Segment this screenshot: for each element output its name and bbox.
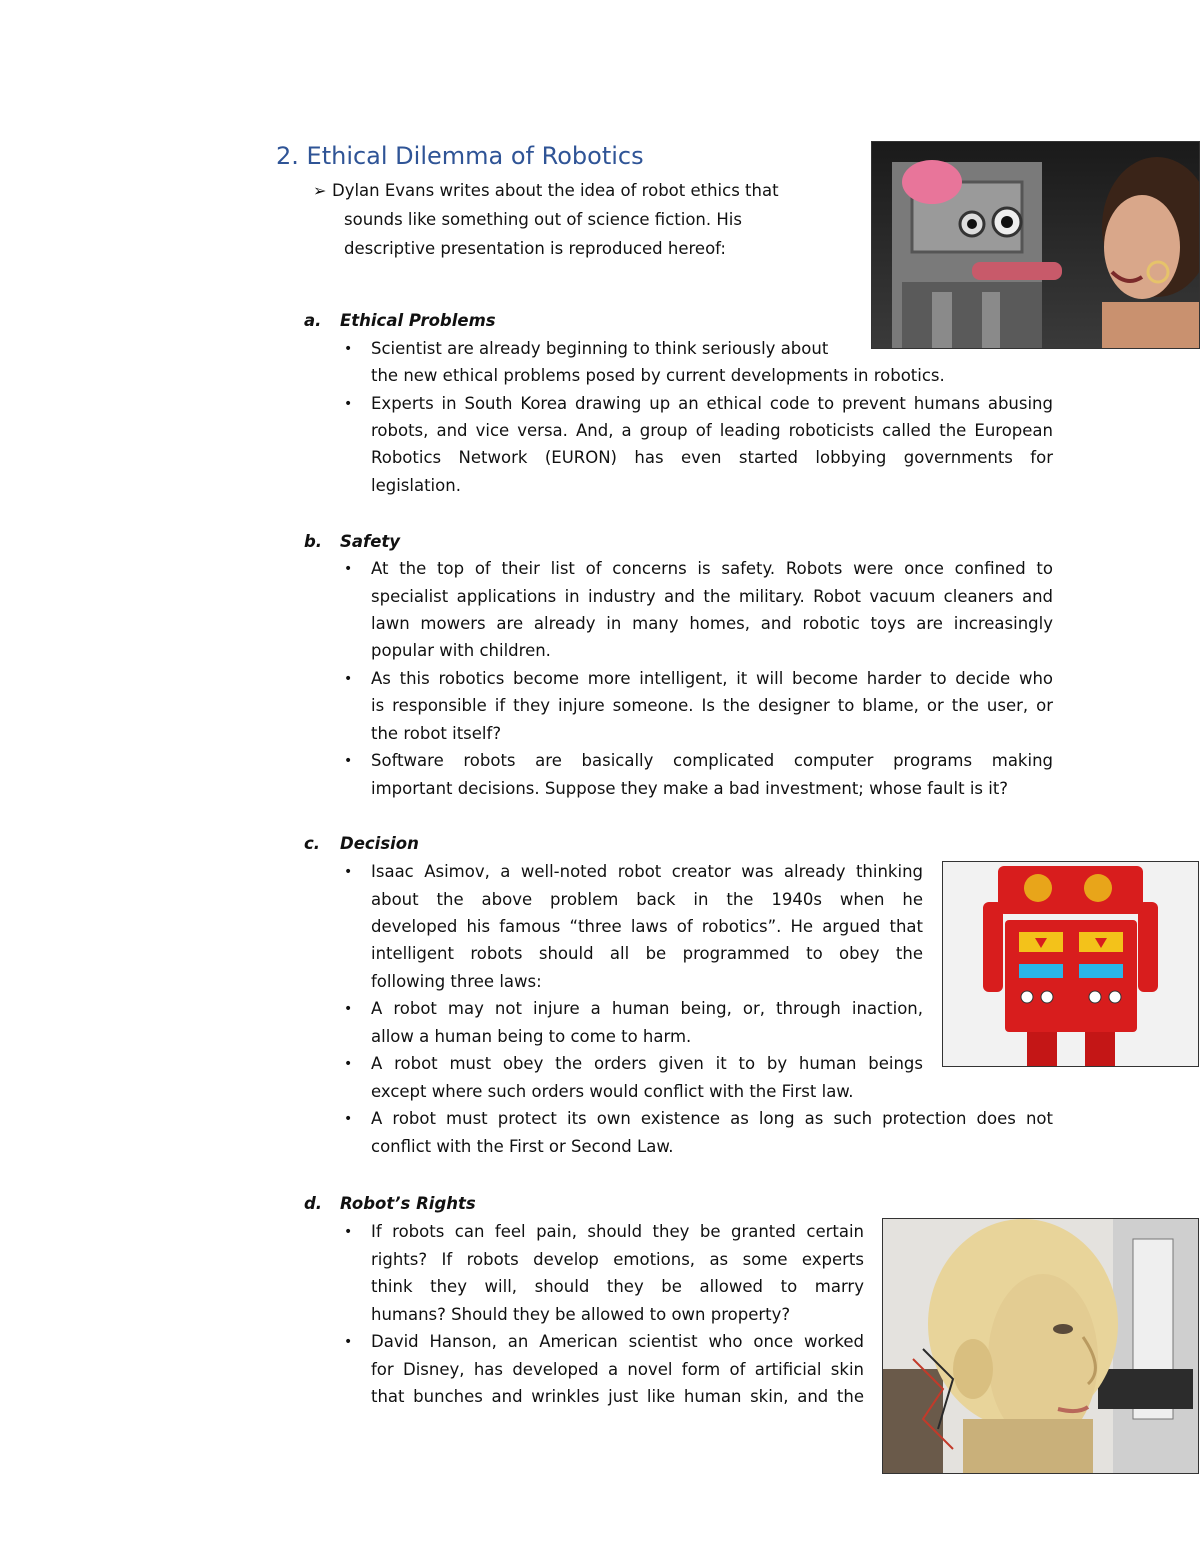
bullet-b3: •: [344, 753, 353, 769]
subsection-d-title: Robot’s Rights: [340, 1194, 476, 1213]
c4-line-2: conflict with the First or Second Law.: [371, 1137, 674, 1156]
bullet-d2: •: [344, 1334, 353, 1350]
humanoid-head-photo: [882, 1218, 1199, 1474]
a2-line-2: robots, and vice versa. And, a group of leading roboticists called the European: [371, 421, 1053, 440]
a2-line-1: Experts in South Korea drawing up an ethical code to prevent humans abusing: [371, 394, 1053, 413]
a2-line-4: legislation.: [371, 476, 461, 495]
b3-line-1: Software robots are basically complicated computer programs making: [371, 751, 1053, 770]
d2-line-2: for Disney, has developed a novel form of artificial skin: [371, 1360, 864, 1379]
subsection-a-title: Ethical Problems: [340, 311, 496, 330]
section-heading: 2. Ethical Dilemma of Robotics: [276, 142, 644, 170]
robot-kismet-photo: [871, 141, 1200, 349]
b2-line-3: the robot itself?: [371, 724, 502, 743]
b3-line-2: important decisions. Suppose they make a bad investment; whose fault is it?: [371, 779, 1009, 798]
bullet-b2: •: [344, 671, 353, 687]
d2-line-3: that bunches and wrinkles just like human skin, and the: [371, 1387, 864, 1406]
a1-line-1: Scientist are already beginning to think seriously about: [371, 339, 829, 358]
c2-line-1: A robot may not injure a human being, or, through inaction,: [371, 999, 923, 1018]
b2-line-1: As this robotics become more intelligent, it will become harder to decide who: [371, 669, 1053, 688]
bullet-c1: •: [344, 864, 353, 880]
subsection-a-heading: [304, 311, 496, 330]
b1-line-2: specialist applications in industry and the military. Robot vacuum cleaners and: [371, 587, 1053, 606]
a2-line-3: Robotics Network (EURON) has even started lobbying governments for: [371, 448, 1053, 467]
bullet-c4: •: [344, 1111, 353, 1127]
c1-line-3: developed his famous “three laws of robotics”. He argued that: [371, 917, 923, 936]
c1-line-2: about the above problem back in the 1940s when he: [371, 890, 923, 909]
intro-line-3: descriptive presentation is reproduced hereof:: [344, 239, 726, 258]
red-toy-robot-photo: [942, 861, 1199, 1067]
c4-line-1: A robot must protect its own existence as long as such protection does not: [371, 1109, 1053, 1128]
bullet-c3: •: [344, 1056, 353, 1072]
subsection-c-heading: [304, 834, 419, 853]
b1-line-4: popular with children.: [371, 641, 551, 660]
arrow-bullet-icon: ➢: [313, 181, 327, 200]
subsection-a-letter: a.: [304, 311, 322, 330]
a1-line-2: the new ethical problems posed by current developments in robotics.: [371, 366, 945, 385]
subsection-c-title: Decision: [340, 834, 419, 853]
d1-line-2: rights? If robots develop emotions, as some experts: [371, 1250, 864, 1269]
bullet-a2: •: [344, 396, 353, 412]
subsection-b-title: Safety: [340, 532, 401, 551]
subsection-d-heading: [304, 1194, 476, 1213]
c3-line-1: A robot must obey the orders given it to by human beings: [371, 1054, 923, 1073]
subsection-b-heading: [304, 532, 400, 551]
d1-line-3: think they will, should they be allowed to marry: [371, 1277, 864, 1296]
bullet-c2: •: [344, 1001, 353, 1017]
c1-line-5: following three laws:: [371, 972, 542, 991]
b1-line-3: lawn mowers are already in many homes, and robotic toys are increasingly: [371, 614, 1053, 633]
d1-line-4: humans? Should they be allowed to own property?: [371, 1305, 791, 1324]
intro-line-1: Dylan Evans writes about the idea of robot ethics that: [332, 181, 779, 200]
bullet-d1: •: [344, 1224, 353, 1240]
d1-line-1: If robots can feel pain, should they be granted certain: [371, 1222, 864, 1241]
bullet-b1: •: [344, 561, 353, 577]
b2-line-2: is responsible if they injure someone. Is the designer to blame, or the user, or: [371, 696, 1053, 715]
b1-line-1: At the top of their list of concerns is safety. Robots were once confined to: [371, 559, 1053, 578]
intro-line-2: sounds like something out of science fiction. His: [344, 210, 742, 229]
d2-line-1: David Hanson, an American scientist who once worked: [371, 1332, 864, 1351]
subsection-b-letter: b.: [304, 532, 323, 551]
subsection-d-letter: d.: [304, 1194, 323, 1213]
c3-line-2: except where such orders would conflict with the First law.: [371, 1082, 854, 1101]
c2-line-2: allow a human being to come to harm.: [371, 1027, 692, 1046]
bullet-a1: •: [344, 341, 353, 357]
c1-line-4: intelligent robots should all be programmed to obey the: [371, 944, 923, 963]
c1-line-1: Isaac Asimov, a well-noted robot creator was already thinking: [371, 862, 923, 881]
subsection-c-letter: c.: [304, 834, 321, 853]
